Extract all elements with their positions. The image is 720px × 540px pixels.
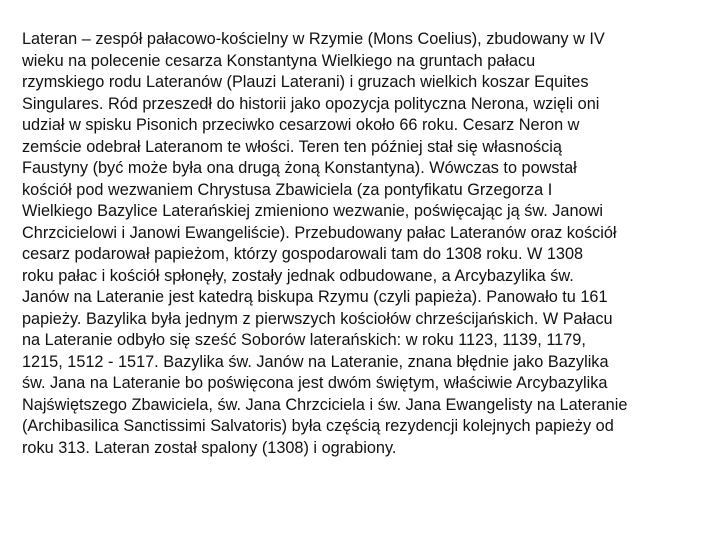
text-line: udział w spisku Pisonich przeciwko cesarzowi około 66 roku. Cesarz Neron w xyxy=(22,116,580,134)
text-line: Wielkiego Bazylice Laterańskiej zmieniono wezwanie, poświęcając ją św. Janowi xyxy=(22,202,603,220)
text-line: kościół pod wezwaniem Chrystusa Zbawiciela (za pontyfikatu Grzegorza I xyxy=(22,180,553,199)
text-line: Faustyny (być może była ona drugą żoną Konstantyna). Wówczas to powstał xyxy=(22,159,577,177)
text-line: Lateran – zespół pałacowo-kościelny w Rzymie (Mons Coelius), zbudowany w IV xyxy=(22,30,605,48)
text-line: na Lateranie odbyło się sześć Soborów laterańskich: w roku 1123, 1139, 1179, xyxy=(22,331,586,349)
text-line: Singulares. Ród przeszedł do historii jako opozycja polityczna Nerona, wzięli oni xyxy=(22,94,600,113)
text-line: (Archibasilica Sanctissimi Salvatoris) była częścią rezydencji kolejnych papieży od xyxy=(22,417,614,435)
body-text xyxy=(22,29,712,459)
text-line: wieku na polecenie cesarza Konstantyna Wielkiego na gruntach pałacu xyxy=(22,51,536,70)
text-line: Chrzcicielowi i Janowi Ewangeliście). Przebudowany pałac Lateranów oraz kościół xyxy=(22,223,617,242)
text-line: Janów na Lateranie jest katedrą biskupa Rzymu (czyli papieża). Panowało tu 161 xyxy=(22,288,608,306)
text-line: rzymskiego rodu Lateranów (Plauzi Laterani) i gruzach wielkich koszar Equites xyxy=(22,73,589,91)
text-line: cesarz podarował papieżom, którzy gospodarowali tam do 1308 roku. W 1308 xyxy=(22,245,584,263)
text-line: św. Jana na Lateranie bo poświęcona jest dwóm świętym, właściwie Arcybazylika xyxy=(22,374,608,392)
text-line: roku 313. Lateran został spalony (1308) i ograbiony. xyxy=(22,438,397,457)
text-line: roku pałac i kościół spłonęły, zostały jednak odbudowane, a Arcybazylika św. xyxy=(22,266,574,285)
text-line: 1215, 1512 - 1517. Bazylika św. Janów na Lateranie, znana błędnie jako Bazylika xyxy=(22,352,609,371)
text-line: zemście odebrał Lateranom te włości. Teren ten później stał się własnością xyxy=(22,137,562,156)
text-line: papieży. Bazylika była jednym z pierwszych kościołów chrześcijańskich. W Pałacu xyxy=(22,309,613,328)
text-line: Najświętszego Zbawiciela, św. Jana Chrzciciela i św. Jana Ewangelisty na Lateranie xyxy=(22,395,628,414)
